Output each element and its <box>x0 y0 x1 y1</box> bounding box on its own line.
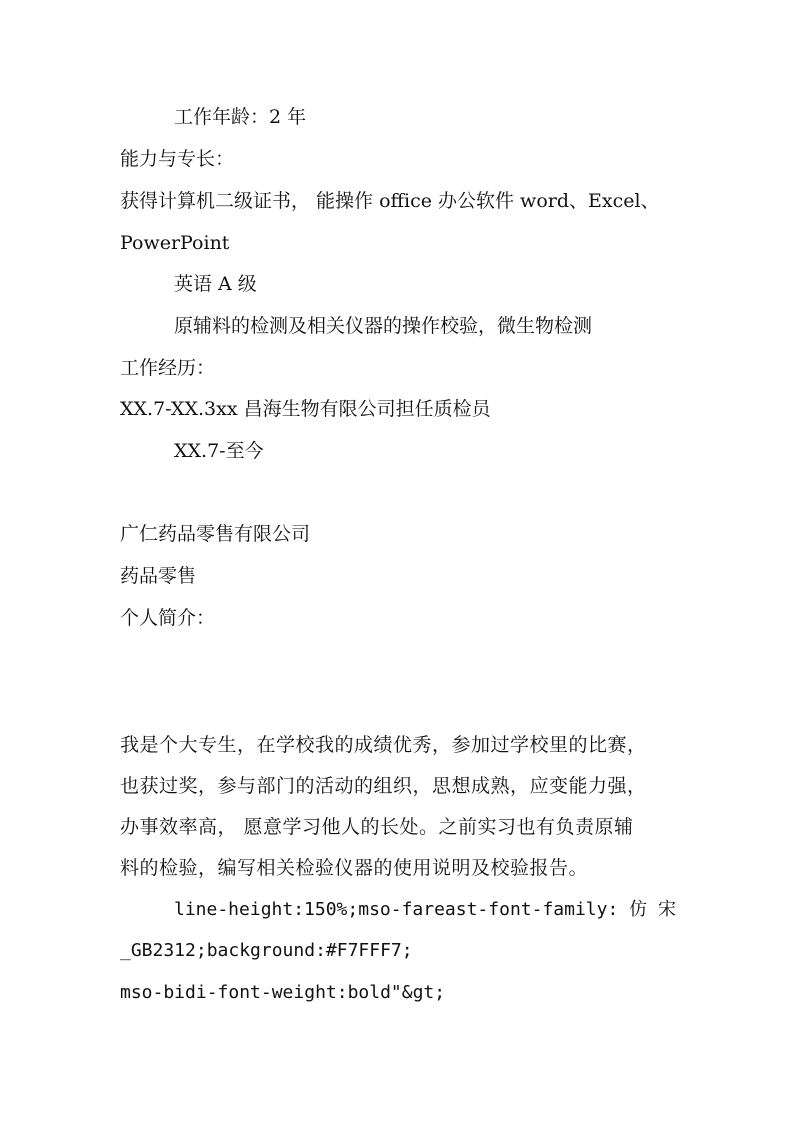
code-residue-line: _GB2312;background:#F7FFF7; <box>120 940 413 961</box>
work-age-label: 工作年龄： <box>174 106 270 128</box>
job-2-role: 药品零售 <box>120 565 197 587</box>
intro-line: 我是个大专生，在学校我的成绩优秀，参加过学校里的比赛， <box>120 734 647 756</box>
lab-skills: 原辅料的检测及相关仪器的操作校验，微生物检测 <box>174 315 593 337</box>
job-2-period: XX.7-至今 <box>174 440 264 462</box>
intro-line: 办事效率高， 愿意学习他人的长处。之前实习也有负责原辅 <box>120 816 634 838</box>
certificate-line: 获得计算机二级证书， 能操作 office 办公软件 word、Excel、 <box>120 190 660 212</box>
code-residue-line: line-height:150%;mso-fareast-font-family: 仿 宋 <box>174 899 676 920</box>
job-entry-1: XX.7-XX.3xx 昌海生物有限公司担任质检员 <box>120 398 491 420</box>
english-level: 英语 A 级 <box>174 273 257 295</box>
code-residue-line: mso-bidi-font-weight:bold"&gt; <box>120 982 446 1003</box>
work-age-line <box>174 105 306 129</box>
skills-heading: 能力与专长： <box>120 148 235 170</box>
work-age-value: 2 年 <box>269 106 307 128</box>
intro-line: 也获过奖，参与部门的活动的组织，思想成熟，应变能力强， <box>120 775 647 797</box>
intro-line: 料的检验，编写相关检验仪器的使用说明及校验报告。 <box>120 857 589 879</box>
job-2-company: 广仁药品零售有限公司 <box>120 523 311 545</box>
certificate-line-continued: PowerPoint <box>120 232 230 254</box>
experience-heading: 工作经历： <box>120 357 216 379</box>
intro-heading: 个人简介： <box>120 607 216 629</box>
intro-paragraph <box>120 725 680 889</box>
